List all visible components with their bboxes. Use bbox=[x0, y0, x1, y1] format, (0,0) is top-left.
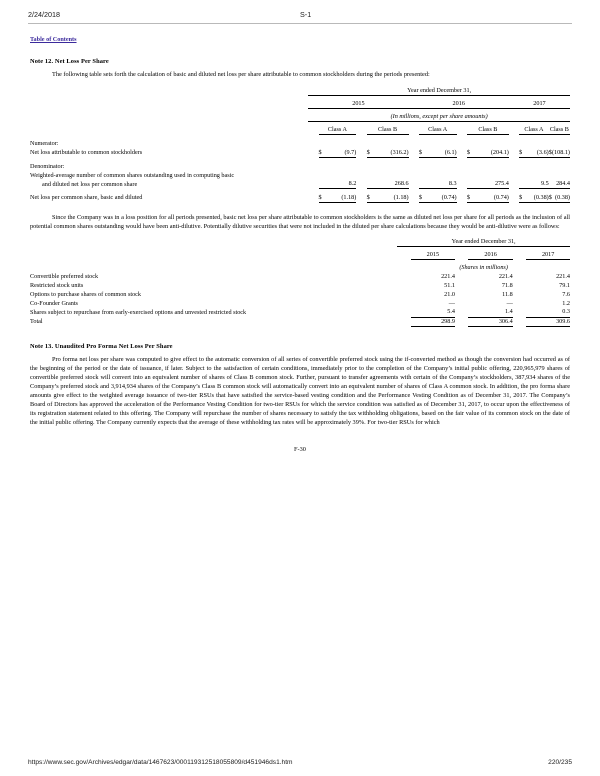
net-loss-label: Net loss attributable to common stockholders bbox=[30, 149, 143, 157]
shares-repurchase-2015: 5.4 bbox=[411, 308, 455, 317]
antidilutive-paragraph: Since the Company was in a loss position for all periods presented, basic net loss per share attributable to common stockholders is the same as diluted net loss per share for all periods as the inclusion of all potential common shares outstanding would have been anti-dilutive. Potentially dilutive securities that were not included in the diluted per share calculations because they would be anti-dilutive were as follows: bbox=[30, 213, 570, 230]
table-of-contents-link[interactable]: Table of Contents bbox=[30, 36, 77, 43]
options-2015: 21.0 bbox=[444, 290, 455, 298]
note-13-paragraph: Pro forma net loss per share was computed to give effect to the automatic conversion of all series of convertible preferred stock using the if-converted method as though the conversion had occurred as of the beginning of the period or the date of issuance, if later. Subject to the satisfaction of certain conditions, immediately prior to the completion of the Company’s initial public offering, 220,965,979 shares of convertible preferred stock will convert into an equivalent number of shares of Class B common stock. Further, pursuant to transfer agreements with certain of the Company’s stockholders, 387,934 shares of the Company’s preferred stock and 3,914,934 shares of the Company’s Class B common stock will automatically convert into an equivalent number of shares of Class A common stock. In addition, the pro forma share amounts give effect to the weighted average issuance of two-tier RSUs that have satisfied the service-based vesting condition and the Performance Vesting Condition as of December 31, 2017. The Company’s Board of Directors has approved the acceleration of the Performance Vesting Condition for two-tier RSUs for which the service condition was satisfied as of December 31, 2017, to occur upon the effectiveness of its registration statement related to this offering. The Company will repurchase the number of shares necessary to satisfy the tax withholding obligations, based on the fair value of its common stock on the date of the initial public offering. The Company currently expects that the average of these withholding tax rates will be approximately 39%. For two-tier RSUs for which bbox=[30, 356, 570, 426]
total-2017: 309.6 bbox=[526, 317, 570, 326]
eps-2015a-value: (1.18) bbox=[326, 193, 357, 202]
table2-header-span-row bbox=[30, 238, 570, 247]
print-header-title: S-1 bbox=[300, 10, 312, 19]
net-loss-2016a-value: (6.1) bbox=[426, 148, 457, 157]
total-2016: 306.4 bbox=[468, 317, 512, 326]
wavg-2017a-value: 9.5 bbox=[526, 180, 548, 189]
row-label-restricted-stock-units: Restricted stock units bbox=[30, 281, 84, 289]
denominator-label: Denominator: bbox=[30, 162, 65, 170]
table2-year-ended-header: Year ended December 31, bbox=[397, 238, 570, 247]
wavg-label-line1: Weighted-average number of common shares outstanding used in computing basic bbox=[30, 171, 235, 179]
net-loss-2016b-value: (204.1) bbox=[474, 148, 509, 157]
convertible-preferred-2017: 221.4 bbox=[556, 272, 570, 280]
net-loss-2015a-currency: $ bbox=[319, 148, 326, 157]
eps-2016b-value: (0.74) bbox=[474, 193, 509, 202]
net-loss-2017a-value: (3.6) bbox=[526, 148, 548, 157]
rsu-2017: 79.1 bbox=[559, 281, 570, 289]
table-total-row bbox=[30, 317, 570, 326]
numerator-label: Numerator: bbox=[30, 140, 59, 148]
table2-units-note-row bbox=[30, 264, 570, 272]
table-year-header-row bbox=[30, 100, 570, 109]
class-header-2016-a: Class A bbox=[419, 126, 457, 135]
eps-label: Net loss per common share, basic and diluted bbox=[30, 194, 143, 202]
source-url: https://www.sec.gov/Archives/edgar/data/1467623/000119312518055809/d451946ds1.htm bbox=[28, 759, 293, 766]
antidilutive-securities-table bbox=[30, 238, 570, 327]
table2-year-header-2017: 2017 bbox=[526, 251, 570, 260]
table-section-denominator bbox=[30, 162, 570, 171]
row-label-convertible-preferred-stock: Convertible preferred stock bbox=[30, 272, 99, 280]
eps-2016a-value: (0.74) bbox=[426, 193, 457, 202]
class-header-2015-b: Class B bbox=[367, 126, 409, 135]
row-label-co-founder-grants: Co-Founder Grants bbox=[30, 299, 78, 307]
table2-year-header-2016: 2016 bbox=[468, 251, 512, 260]
eps-2017b-currency: $ bbox=[548, 193, 552, 201]
note-12-heading: Note 12. Net Loss Per Share bbox=[30, 57, 109, 65]
table-row bbox=[30, 272, 570, 281]
table-row bbox=[30, 290, 570, 299]
net-loss-2015a-value: (9.7) bbox=[326, 148, 357, 157]
row-label-shares-subject-to-repurchase: Shares subject to repurchase from early-exercised options and unvested restricted stock bbox=[30, 308, 247, 316]
net-loss-2017b-value: (108.1) bbox=[551, 148, 570, 156]
print-header-date: 2/24/2018 bbox=[28, 10, 60, 19]
document-content bbox=[0, 24, 600, 454]
print-footer bbox=[0, 759, 600, 766]
year-header-2016: 2016 bbox=[409, 100, 509, 109]
note-13-heading: Note 13. Unaudited Pro Forma Net Loss Per Share bbox=[30, 342, 173, 350]
rsu-2015: 51.1 bbox=[444, 281, 455, 289]
table-header-span-row bbox=[30, 87, 570, 96]
table-row bbox=[30, 281, 570, 290]
table-row-eps bbox=[30, 193, 570, 202]
table-row-net-loss bbox=[30, 148, 570, 157]
shares-repurchase-2016: 1.4 bbox=[468, 308, 512, 317]
net-loss-2017a-currency: $ bbox=[519, 148, 526, 157]
class-header-2017-a: Class A bbox=[519, 126, 549, 135]
page-indicator: 220/235 bbox=[548, 759, 572, 766]
table-row-wavg-values bbox=[30, 180, 570, 189]
rsu-2016: 71.8 bbox=[501, 281, 513, 289]
eps-2015a-currency: $ bbox=[319, 193, 326, 202]
wavg-2015b-value: 268.6 bbox=[374, 180, 409, 189]
wavg-2016a-value: 8.3 bbox=[426, 180, 457, 189]
eps-2016b-currency: $ bbox=[467, 193, 474, 202]
net-loss-2015b-currency: $ bbox=[367, 148, 374, 157]
table-row bbox=[30, 299, 570, 308]
total-2015: 298.9 bbox=[411, 317, 455, 326]
wavg-2015a-value: 8.2 bbox=[326, 180, 357, 189]
eps-2017a-value: (0.38) bbox=[526, 193, 548, 202]
net-loss-2016a-currency: $ bbox=[419, 148, 426, 157]
print-header bbox=[0, 0, 600, 19]
year-ended-header: Year ended December 31, bbox=[308, 87, 570, 96]
wavg-2017b-value: 284.4 bbox=[552, 180, 570, 189]
co-founder-grants-2016: — bbox=[506, 299, 513, 307]
row-label-options-to-purchase: Options to purchase shares of common stock bbox=[30, 290, 142, 298]
wavg-label-line2: and diluted net loss per common share bbox=[42, 180, 138, 188]
note-12-intro-paragraph: The following table sets forth the calculation of basic and diluted net loss per share attributable to common stockholders during the periods presented: bbox=[52, 71, 430, 79]
table-units-note-row bbox=[30, 113, 570, 122]
eps-2016a-currency: $ bbox=[419, 193, 426, 202]
options-2016: 11.8 bbox=[502, 290, 513, 298]
table-section-numerator bbox=[30, 139, 570, 148]
total-label: Total bbox=[30, 318, 43, 326]
table2-units-note: (Shares in millions) bbox=[459, 263, 508, 271]
wavg-2016b-value: 275.4 bbox=[474, 180, 509, 189]
class-header-2015-a: Class A bbox=[319, 126, 357, 135]
eps-2015b-value: (1.18) bbox=[374, 193, 409, 202]
eps-2015b-currency: $ bbox=[367, 193, 374, 202]
eps-2017a-currency: $ bbox=[519, 193, 526, 202]
table-class-header-row bbox=[30, 126, 570, 135]
page-number: F-30 bbox=[294, 445, 306, 453]
options-2017: 7.6 bbox=[562, 290, 570, 298]
eps-2017b-value: (0.38) bbox=[552, 193, 570, 202]
net-loss-2017b-currency: $ bbox=[548, 148, 552, 156]
net-loss-per-share-table bbox=[30, 87, 570, 203]
units-note: (In millions, except per share amounts) bbox=[308, 113, 570, 122]
net-loss-2016b-currency: $ bbox=[467, 148, 474, 157]
convertible-preferred-2015: 221.4 bbox=[441, 272, 455, 280]
shares-repurchase-2017: 0.3 bbox=[526, 308, 570, 317]
co-founder-grants-2015: — bbox=[448, 299, 455, 307]
table2-year-header-row bbox=[30, 251, 570, 260]
convertible-preferred-2016: 221.4 bbox=[498, 272, 513, 280]
co-founder-grants-2017: 1.2 bbox=[562, 299, 570, 307]
net-loss-2015b-value: (316.2) bbox=[374, 148, 409, 157]
year-header-2017: 2017 bbox=[509, 100, 570, 109]
year-header-2015: 2015 bbox=[308, 100, 408, 109]
table2-year-header-2015: 2015 bbox=[411, 251, 455, 260]
table-row-wavg-line1 bbox=[30, 171, 570, 180]
table-row bbox=[30, 308, 570, 317]
class-header-2016-b: Class B bbox=[467, 126, 509, 135]
class-header-2017-b: Class B bbox=[549, 126, 569, 134]
